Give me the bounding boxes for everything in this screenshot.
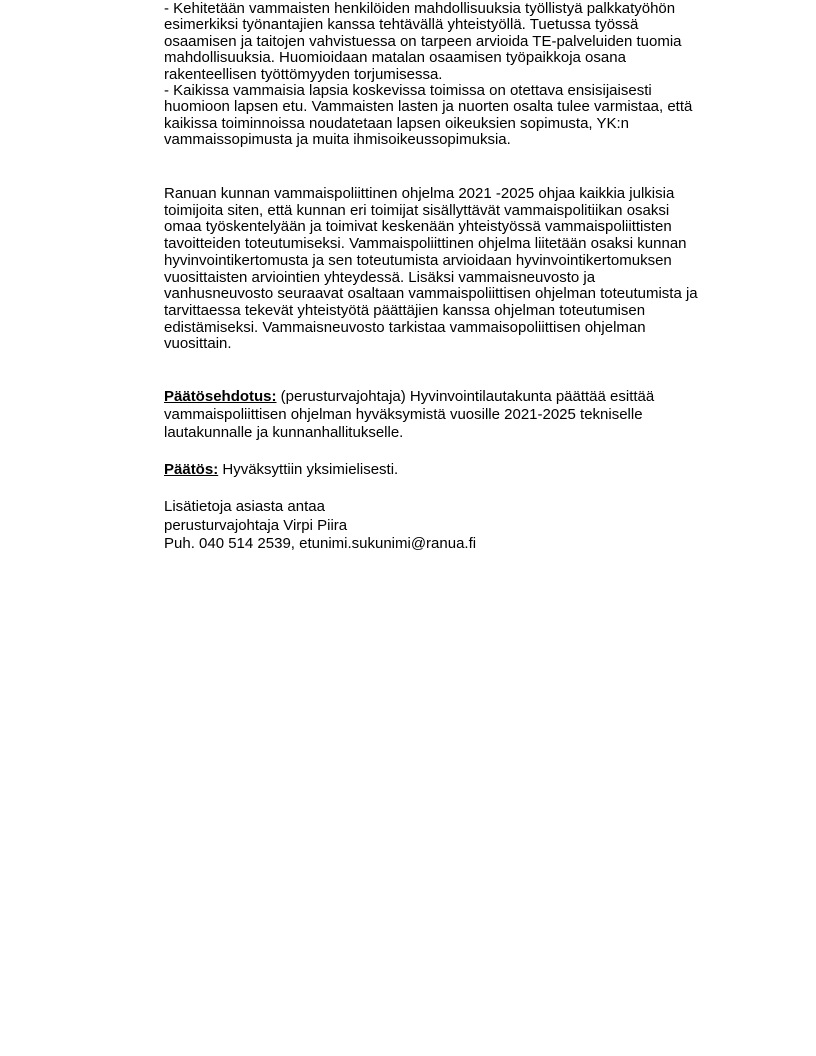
text-line: vuosittain. — [164, 335, 232, 353]
decision — [164, 461, 398, 479]
proposal-line — [164, 388, 654, 406]
contact-email: etunimi.sukunimi@ranua.fi — [299, 535, 477, 552]
text-line: vanhusneuvosto seuraavat osaltaan vammaispoliittisen ohjelman toteutumista ja — [164, 285, 698, 303]
decision-line — [164, 461, 398, 479]
text-line: edistämiseksi. Vammaisneuvosto tarkistaa vammaisopoliittisen ohjelman — [164, 318, 646, 336]
text-line: - Kaikissa vammaisia lapsia koskevissa toimissa on otettava ensisijaisesti — [164, 82, 652, 100]
contact-intro: Lisätietoja asiasta antaa — [164, 498, 325, 515]
proposal-line: vammaispoliittisen ohjelman hyväksymistä vuosille 2021-2025 tekniselle — [164, 406, 643, 423]
text-line: tavoitteiden toteutumiseksi. Vammaispoliittinen ohjelma liitetään osaksi kunnan — [164, 235, 687, 253]
text-line: toimijoita siten, että kunnan eri toimijat sisällyttävät vammaispolitiikan osaksi — [164, 201, 670, 219]
contact-details — [164, 535, 476, 554]
decision-label: Päätös: — [164, 461, 219, 478]
text-line: esimerkiksi työnantajien kanssa tehtävällä yhteistyöllä. Tuetussa työssä — [164, 16, 639, 34]
text-line: huomioon lapsen etu. Vammaisten lasten ja nuorten osalta tulee varmistaa, että — [164, 98, 693, 116]
text-line: omaa työskentelyään ja toimivat keskenään yhteistyössä vammaispoliittisten — [164, 218, 672, 236]
text-line: mahdollisuuksia. Huomioidaan matalan osaamisen työpaikkoja osana — [164, 49, 626, 67]
proposal-line: lautakunnalle ja kunnanhallitukselle. — [164, 424, 404, 441]
proposal-label: Päätösehdotus: — [164, 388, 277, 405]
text-line: vuosittaisten arviointien yhteydessä. Lisäksi vammaisneuvosto ja — [164, 268, 596, 286]
text-line: hyvinvointikertomusta ja sen toteutumista arvioidaan hyvinvointikertomuksen — [164, 251, 672, 269]
text-line: osaamisen ja taitojen vahvistuessa on tarpeen arvioida TE-palveluiden tuomia — [164, 32, 682, 50]
text-line: Ranuan kunnan vammaispoliittinen ohjelma 2021 -2025 ohjaa kaikkia julkisia — [164, 185, 675, 202]
text-line: vammaissopimusta ja muita ihmisoikeussopimuksia. — [164, 131, 511, 149]
decision-proposal — [164, 388, 654, 442]
text-line: - Kehitetään vammaisten henkilöiden mahdollisuuksia työllistyä palkkatyöhön — [164, 0, 676, 17]
decision-text: Hyväksyttiin yksimielisesti. — [218, 461, 399, 478]
program-paragraph — [164, 186, 698, 353]
text-line: rakenteellisen työttömyyden torjumisessa. — [164, 65, 443, 83]
contact-person: perusturvajohtaja Virpi Piira — [164, 516, 348, 534]
proposal-text: (perusturvajohtaja) Hyvinvointilautakunta päättää esittää — [276, 388, 655, 405]
bullet-list-paragraph — [164, 1, 692, 149]
text-line: kaikissa toiminnoissa noudatetaan lapsen oikeuksien sopimusta, YK:n — [164, 114, 629, 132]
contact-phone: Puh. 040 514 2539, — [164, 535, 300, 552]
text-line: tarvittaessa tekevät yhteistyötä päättäjien kanssa ohjelman toteutumisen — [164, 301, 646, 319]
contact-info — [164, 498, 476, 554]
